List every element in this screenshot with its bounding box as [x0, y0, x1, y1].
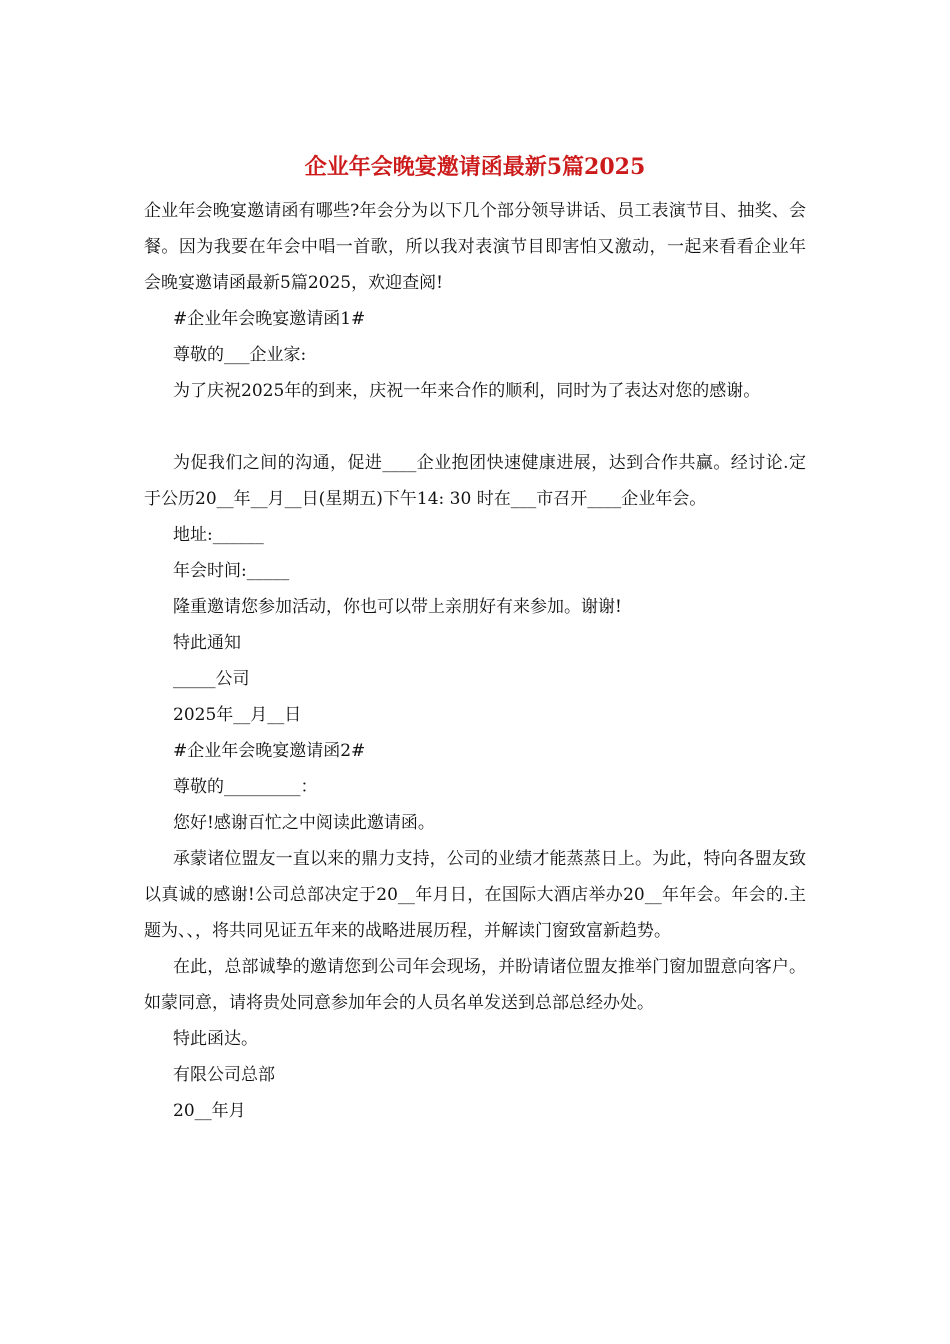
letter1-time: 年会时间:_____: [173, 561, 290, 581]
letter1-date: 2025年__月__日: [173, 705, 302, 725]
letter1-company: _____公司: [173, 669, 250, 689]
letter1-address: 地址:______: [173, 525, 264, 545]
document-body: [144, 193, 806, 1129]
letter1-notice: 特此通知: [173, 633, 241, 653]
letter1-paragraph-1: 为了庆祝2025年的到来，庆祝一年来合作的顺利，同时为了表达对您的感谢。: [173, 381, 761, 401]
letter2-date: 20__年月: [173, 1101, 246, 1121]
letter2-company: 有限公司总部: [173, 1065, 275, 1085]
letter2-salutation: 尊敬的_________：: [173, 777, 318, 797]
letter1-invite: 隆重邀请您参加活动，你也可以带上亲朋好有来参加。谢谢!: [173, 597, 622, 617]
letter2-paragraph-1: 承蒙诸位盟友一直以来的鼎力支持，公司的业绩才能蒸蒸日上。为此，特向各盟友致以真诚的感谢!公司总部决定于20__年月日，在国际大酒店举办20__年年会。年会的.主题为、、，将共同见证五年来的战略进展历程，并解读门窗致富新趋势。: [144, 849, 806, 941]
blank-line: [144, 409, 806, 445]
letter2-heading: #企业年会晚宴邀请函2#: [173, 741, 366, 761]
letter1-paragraph-2: 为促我们之间的沟通，促进____企业抱团快速健康进展，达到合作共赢。经讨论.定于公历20__年__月__日(星期五)下午14: 30 时在___市召开____企业年会。: [144, 453, 806, 509]
intro-paragraph: 企业年会晚宴邀请函有哪些?年会分为以下几个部分领导讲话、员工表演节目、抽奖、会餐。因为我要在年会中唱一首歌，所以我对表演节目即害怕又激动，一起来看看企业年会晚宴邀请函最新5篇2025，欢迎查阅!: [144, 201, 806, 293]
letter2-greeting: 您好!感谢百忙之中阅读此邀请函。: [173, 813, 435, 833]
document-title: 企业年会晚宴邀请函最新5篇2025: [304, 154, 646, 180]
letter1-heading: #企业年会晚宴邀请函1#: [173, 309, 366, 329]
letter2-paragraph-2: 在此，总部诚挚的邀请您到公司年会现场，并盼请诸位盟友推举门窗加盟意向客户。如蒙同意，请将贵处同意参加年会的人员名单发送到总部总经办处。: [144, 957, 806, 1013]
letter1-salutation: 尊敬的___企业家:: [173, 345, 307, 365]
letter2-closing: 特此函达。: [173, 1029, 258, 1049]
